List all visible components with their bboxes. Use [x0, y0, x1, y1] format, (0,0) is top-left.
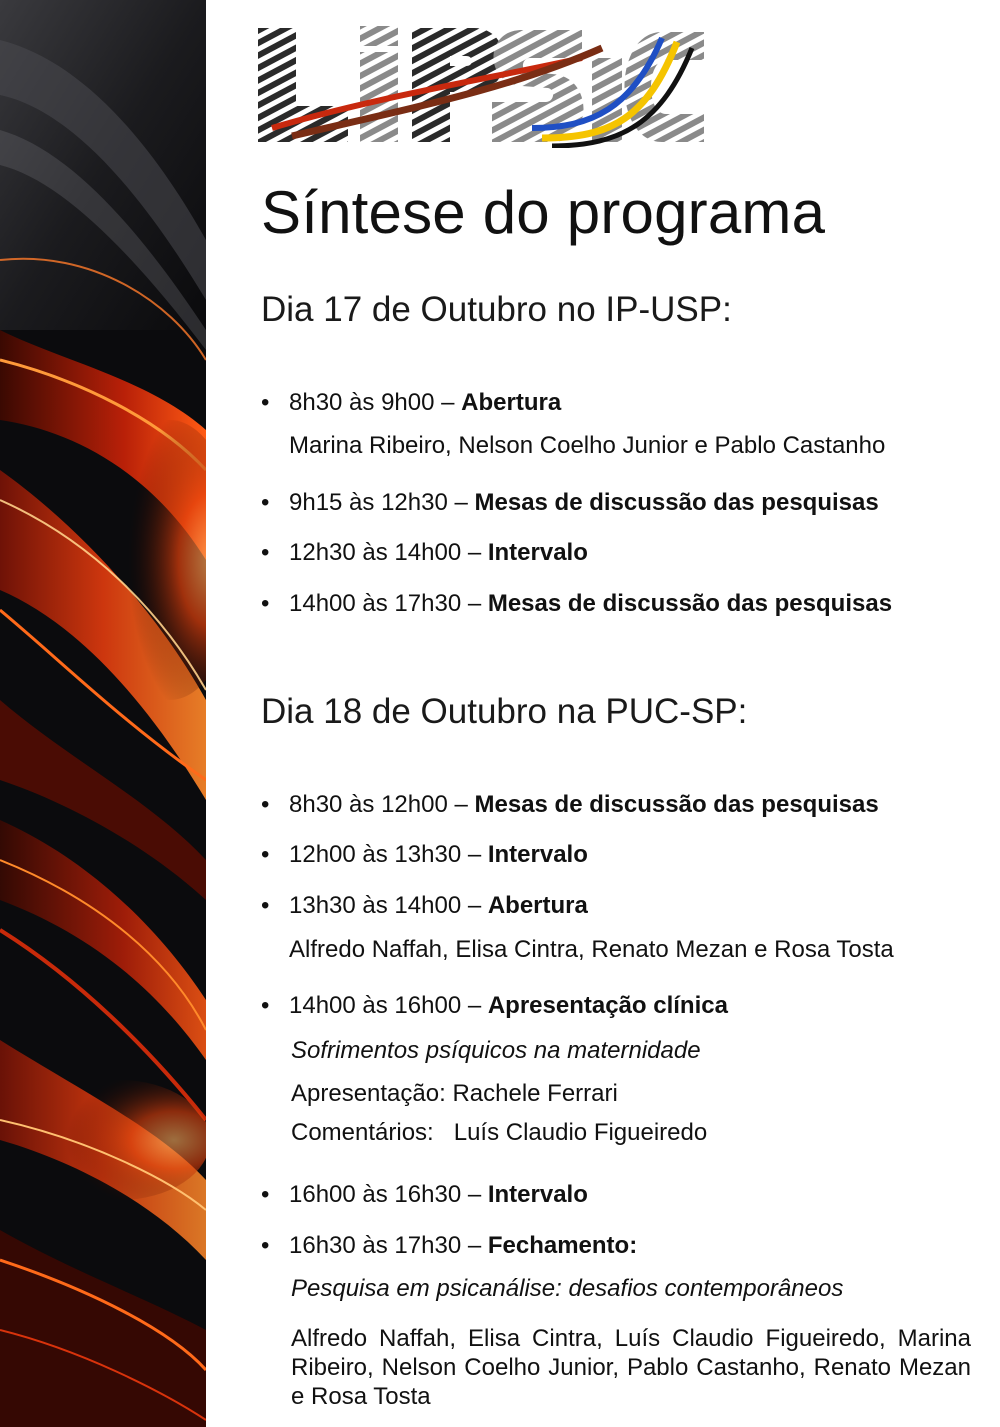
item-time: 12h30 às 14h00 – [289, 539, 488, 566]
bullet: • [261, 1181, 270, 1208]
item-label: Intervalo [487, 539, 588, 566]
bullet: • [261, 992, 270, 1019]
item-label: Intervalo [487, 841, 588, 868]
schedule-item [261, 539, 588, 567]
bullet: • [261, 892, 270, 919]
item-time: 12h00 às 13h30 – [289, 841, 488, 868]
bullet: • [261, 389, 270, 416]
schedule-item [261, 791, 879, 819]
item-label: Mesas de discussão das pesquisas [474, 791, 879, 818]
item-time: 8h30 às 9h00 – [289, 389, 462, 416]
bullet: • [261, 841, 270, 868]
item-time: 13h30 às 14h00 – [289, 892, 488, 919]
item-presentation: Apresentação: Rachele Ferrari [291, 1080, 618, 1107]
item-subtitle: Pesquisa em psicanálise: desafios contemporâneos [291, 1275, 844, 1302]
schedule-item [261, 1232, 637, 1260]
item-label: Mesas de discussão das pesquisas [487, 590, 893, 617]
schedule-item [261, 590, 892, 618]
item-time: 14h00 às 17h30 – [289, 590, 488, 617]
bullet: • [261, 489, 270, 516]
item-comments: Comentários: Luís Claudio Figueiredo [291, 1119, 708, 1146]
schedule-item [261, 992, 728, 1020]
day-2-heading: Dia 18 de Outubro na PUC-SP: [261, 692, 748, 731]
item-subtitle: Sofrimentos psíquicos na maternidade [291, 1037, 701, 1064]
item-time: 8h30 às 12h00 – [289, 791, 475, 818]
item-label: Fechamento: [487, 1232, 638, 1259]
item-time: 16h30 às 17h30 – [289, 1232, 488, 1259]
schedule-item [261, 389, 561, 417]
schedule-item [261, 892, 588, 920]
item-names: Alfredo Naffah, Elisa Cintra, Renato Mezan e Rosa Tosta [289, 936, 894, 963]
item-names: Marina Ribeiro, Nelson Coelho Junior e Pablo Castanho [289, 432, 886, 459]
day-1-heading: Dia 17 de Outubro no IP-USP: [261, 290, 732, 329]
closing-participants: Alfredo Naffah, Elisa Cintra, Luís Claudio Figueiredo, Marina Ribeiro, Nelson Coelho Junior, Pablo Castanho, Renato Mezan e Rosa Tosta [291, 1325, 971, 1410]
page-title: Síntese do programa [261, 179, 826, 246]
item-time: 16h00 às 16h30 – [289, 1181, 488, 1208]
bullet: • [261, 590, 270, 617]
item-label: Abertura [461, 389, 562, 416]
item-time: 9h15 às 12h30 – [289, 489, 475, 516]
lipsic-logo [252, 18, 712, 148]
bullet: • [261, 791, 270, 818]
item-label: Mesas de discussão das pesquisas [474, 489, 879, 516]
item-label: Apresentação clínica [487, 992, 728, 1019]
schedule-item [261, 489, 879, 517]
bullet: • [261, 539, 270, 566]
item-time: 14h00 às 16h00 – [289, 992, 488, 1019]
item-label: Abertura [487, 892, 588, 919]
schedule-item [261, 1181, 588, 1209]
decorative-side-artwork [0, 0, 206, 1427]
item-label: Intervalo [487, 1181, 588, 1208]
schedule-item [261, 841, 588, 869]
bullet: • [261, 1232, 270, 1259]
